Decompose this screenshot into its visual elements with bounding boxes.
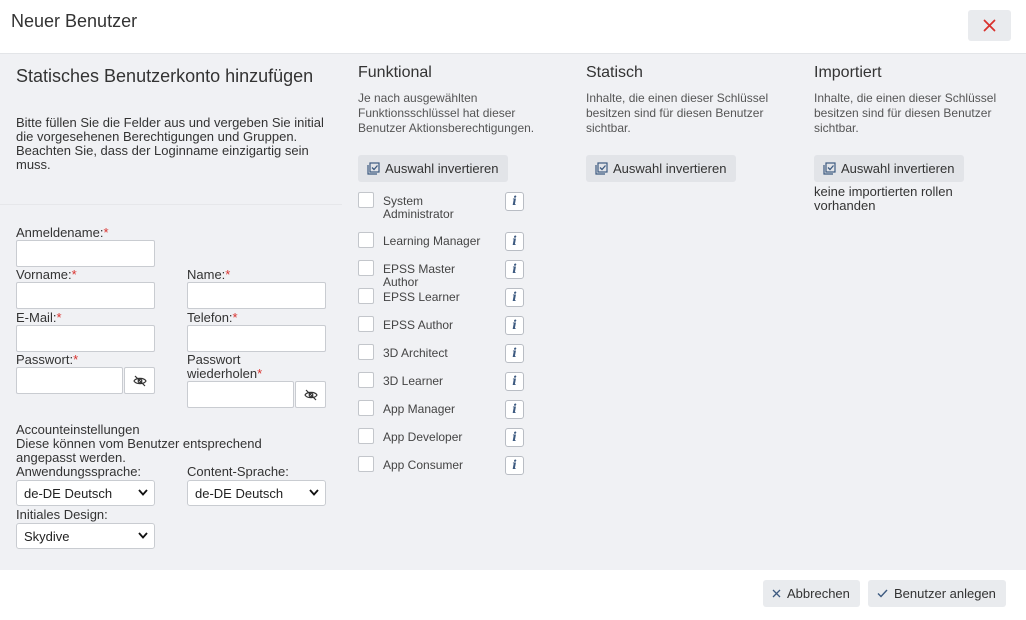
close-button[interactable]: [968, 10, 1011, 41]
functional-invert-button[interactable]: [358, 155, 508, 182]
create-user-label: Benutzer anlegen: [894, 586, 996, 601]
design-select[interactable]: [16, 523, 155, 549]
eye-off-icon: [133, 375, 147, 387]
intro-note: Beachten Sie, dass der Loginname einzigartig sein muss.: [16, 143, 309, 172]
imported-invert-button[interactable]: [814, 155, 964, 182]
checkbox-multiple-icon: [823, 162, 836, 175]
content-language-select[interactable]: [187, 480, 326, 506]
email-label: E-Mail:*: [16, 310, 62, 325]
close-icon: [983, 19, 996, 32]
imported-desc: Inhalte, die einen dieser Schlüssel besitzen sind für diesen Benutzer sichtbar.: [814, 91, 997, 135]
static-desc: Inhalte, die einen dieser Schlüssel besitzen sind für diesen Benutzer sichtbar.: [586, 91, 769, 135]
info-icon[interactable]: i: [505, 400, 524, 419]
password-repeat-label: Passwort wiederholen*: [187, 352, 263, 381]
functional-desc: Je nach ausgewählten Funktionsschlüssel hat dieser Benutzer Aktionsberechtigungen.: [358, 91, 535, 135]
app-language-label: Anwendungssprache:: [16, 464, 142, 479]
imported-invert-label: Auswahl invertieren: [841, 161, 955, 176]
static-heading: Statisch: [586, 64, 643, 81]
role-checkbox[interactable]: [358, 428, 374, 444]
account-settings-heading: Accounteinstellungen: [16, 422, 140, 437]
functional-invert-label: Auswahl invertieren: [385, 161, 499, 176]
required-mark: *: [71, 267, 77, 282]
dialog-title: Neuer Benutzer: [11, 11, 138, 31]
form-intro: [16, 116, 336, 172]
account-settings-desc: Diese können vom Benutzer entsprechend angepasst werden.: [16, 436, 262, 465]
role-checkbox[interactable]: [358, 400, 374, 416]
imported-heading: Importiert: [814, 64, 882, 81]
role-label: App Manager: [383, 402, 456, 416]
info-icon[interactable]: i: [505, 344, 524, 363]
email-input[interactable]: [16, 325, 155, 352]
role-item: [358, 260, 528, 289]
checkbox-multiple-icon: [595, 162, 608, 175]
firstname-input[interactable]: [16, 282, 155, 309]
role-label: EPSS Learner: [383, 290, 460, 304]
required-mark: *: [56, 310, 62, 325]
role-label: Learning Manager: [383, 234, 481, 248]
role-label: EPSS Master Author: [383, 262, 456, 289]
role-item: [358, 428, 528, 454]
functional-heading: Funktional: [358, 64, 432, 81]
intro-text: Bitte füllen Sie die Felder aus und vergeben Sie initial die vorgesehenen Berechtigungen und Gruppen.: [16, 115, 324, 144]
static-invert-label: Auswahl invertieren: [613, 161, 727, 176]
role-checkbox[interactable]: [358, 344, 374, 360]
lastname-label: Name:*: [187, 267, 231, 282]
login-input[interactable]: [16, 240, 155, 267]
role-item: [358, 192, 528, 221]
role-item: [358, 344, 528, 370]
static-invert-button[interactable]: [586, 155, 736, 182]
firstname-label: Vorname:*: [16, 267, 77, 282]
password-repeat-visibility-toggle[interactable]: [295, 381, 326, 408]
lastname-input[interactable]: [187, 282, 326, 309]
info-icon[interactable]: i: [505, 316, 524, 335]
close-icon: [772, 589, 781, 598]
role-item: [358, 372, 528, 398]
password-input[interactable]: [16, 367, 123, 394]
chevron-down-icon: [138, 489, 148, 496]
eye-off-icon: [304, 389, 318, 401]
login-label: Anmeldename:*: [16, 225, 109, 240]
cancel-button[interactable]: [763, 580, 860, 607]
role-label: App Consumer: [383, 458, 464, 472]
phone-input[interactable]: [187, 325, 326, 352]
role-item: [358, 456, 528, 482]
role-label: App Developer: [383, 430, 463, 444]
required-mark: *: [257, 366, 263, 381]
imported-empty-text: keine importierten rollen vorhanden: [814, 184, 953, 213]
divider: [0, 204, 342, 205]
role-checkbox[interactable]: [358, 316, 374, 332]
role-checkbox[interactable]: [358, 288, 374, 304]
info-icon[interactable]: i: [505, 232, 524, 251]
dialog-body: [0, 54, 1026, 570]
role-checkbox[interactable]: [358, 232, 374, 248]
create-user-button[interactable]: [868, 580, 1006, 607]
role-item: [358, 232, 528, 258]
role-label: System Administrator: [383, 194, 454, 221]
content-language-label: Content-Sprache:: [187, 464, 289, 479]
info-icon[interactable]: i: [505, 456, 524, 475]
account-settings: [16, 423, 316, 465]
chevron-down-icon: [138, 532, 148, 539]
password-repeat-input[interactable]: [187, 381, 294, 408]
required-mark: *: [103, 225, 109, 240]
info-icon[interactable]: i: [505, 428, 524, 447]
role-checkbox[interactable]: [358, 192, 374, 208]
cancel-label: Abbrechen: [787, 586, 850, 601]
role-checkbox[interactable]: [358, 372, 374, 388]
check-icon: [877, 589, 888, 598]
role-item: [358, 400, 528, 426]
required-mark: *: [73, 352, 79, 367]
design-label: Initiales Design:: [16, 507, 108, 522]
info-icon[interactable]: i: [505, 260, 524, 279]
info-icon[interactable]: i: [505, 288, 524, 307]
chevron-down-icon: [309, 489, 319, 496]
role-label: EPSS Author: [383, 318, 454, 332]
role-label: 3D Learner: [383, 374, 444, 388]
design-value: Skydive: [24, 529, 70, 544]
role-item: [358, 316, 528, 342]
role-checkbox[interactable]: [358, 456, 374, 472]
dialog-header: [0, 0, 1026, 54]
content-language-value: de-DE Deutsch: [195, 486, 284, 501]
app-language-select[interactable]: [16, 480, 155, 506]
password-label: Passwort:*: [16, 352, 79, 367]
phone-label: Telefon:*: [187, 310, 238, 325]
required-mark: *: [232, 310, 238, 325]
password-visibility-toggle[interactable]: [124, 367, 155, 394]
required-mark: *: [225, 267, 231, 282]
form-heading: Statisches Benutzerkonto hinzufügen: [16, 66, 314, 86]
role-item: [358, 288, 528, 314]
role-label: 3D Architect: [383, 346, 448, 360]
checkbox-multiple-icon: [367, 162, 380, 175]
role-checkbox[interactable]: [358, 260, 374, 276]
info-icon[interactable]: i: [505, 192, 524, 211]
app-language-value: de-DE Deutsch: [24, 486, 113, 501]
info-icon[interactable]: i: [505, 372, 524, 391]
